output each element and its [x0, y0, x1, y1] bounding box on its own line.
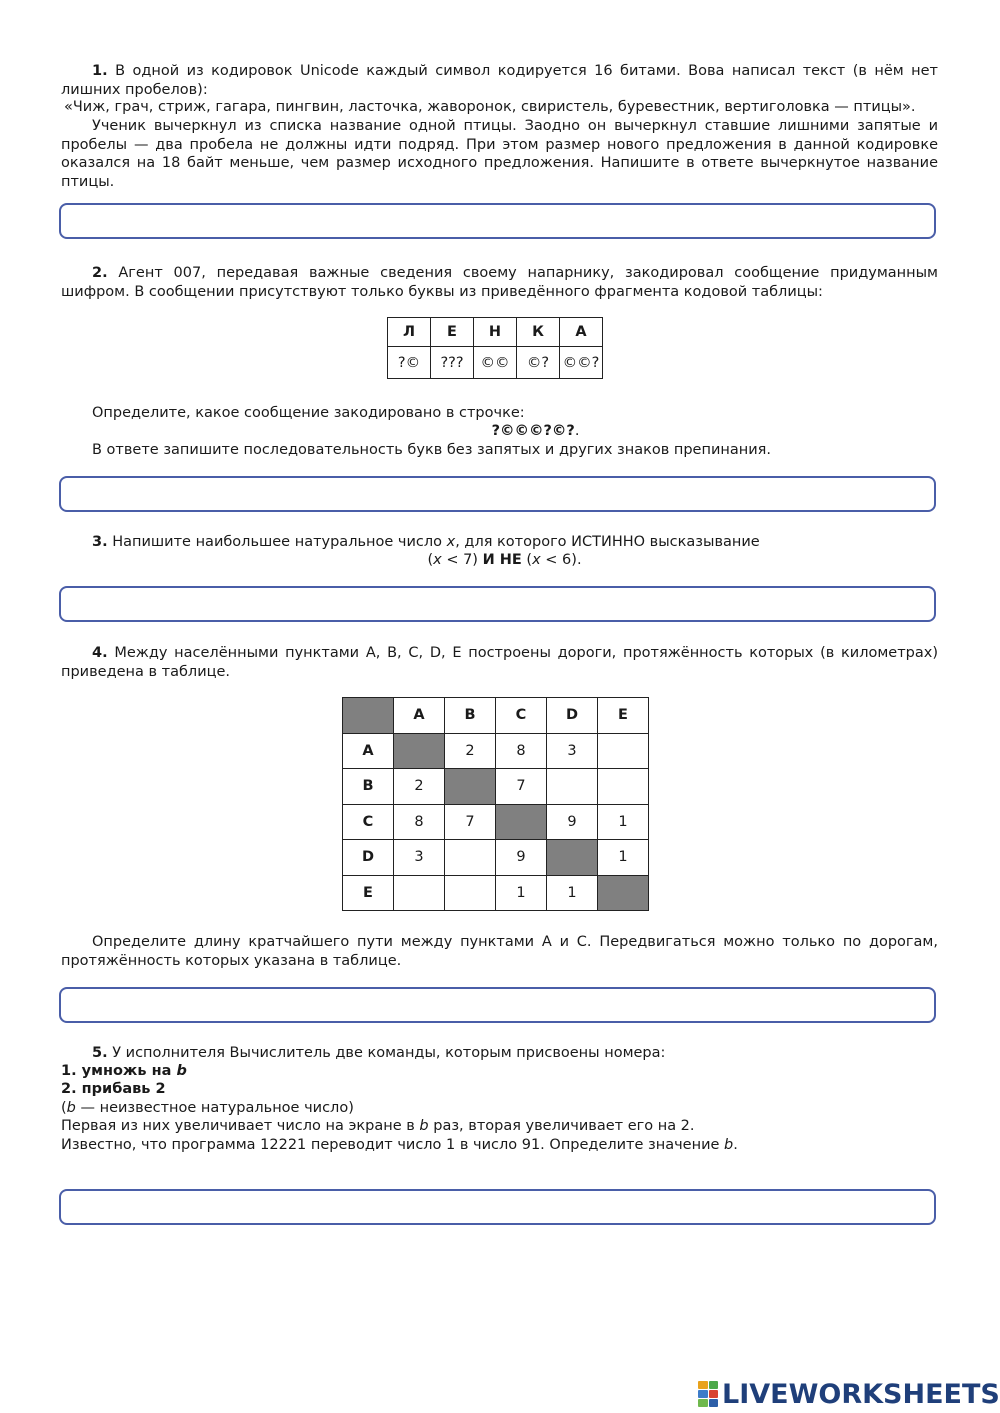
distance-cell: [445, 840, 496, 876]
task2-question: Определите, какое сообщение закодировано в строчке:: [92, 405, 525, 421]
task2-code-line: [97, 422, 974, 441]
task2-text: Агент 007, передавая важные сведения своему напарнику, закодировал сообщение придуманным шифром. В сообщении присутствуют только буквы из приведённого фрагмента кодовой таблицы:: [61, 265, 938, 300]
distance-cell: 2: [394, 769, 445, 805]
distance-cell: 9: [496, 840, 547, 876]
task5-text: У исполнителя Вычислитель две команды, которым присвоены номера:: [112, 1045, 666, 1061]
distance-row: [343, 840, 649, 876]
distance-cell: [394, 875, 445, 911]
expr-open: (: [427, 552, 434, 568]
expr-open2: (: [521, 552, 533, 568]
col-header: C: [496, 698, 547, 734]
p2-var: b: [419, 1118, 429, 1134]
diagonal-cell: [394, 733, 445, 769]
diagonal-cell: [445, 769, 496, 805]
distance-cell: 7: [445, 804, 496, 840]
p3-b: .: [733, 1137, 738, 1153]
task4-number: 4.: [92, 645, 108, 661]
note-open: (: [61, 1100, 67, 1116]
code-value: ?©: [388, 347, 431, 379]
code-table-letters: [388, 318, 603, 347]
code-letter: Н: [474, 318, 517, 347]
task2-instruction: В ответе запишите последовательность букв без запятых и других знаков препинания.: [92, 442, 771, 458]
logo-icon: [698, 1381, 718, 1407]
corner-cell: [343, 698, 394, 734]
distance-row: [343, 804, 649, 840]
p2-a: Первая из них увеличивает число на экране в: [61, 1118, 420, 1134]
task2-answer-field[interactable]: [59, 476, 936, 512]
row-header: C: [343, 804, 394, 840]
task1-condition: Ученик вычеркнул из списка название одной птицы. Заодно он вычеркнул ставшие лишними запятые и пробелы — два пробела не должны идти подряд. При этом размер нового предложения в данной кодировке оказался на 18 байт меньше, чем размер исходного предложения. Напишите в ответе вычеркнутое название птицы.: [61, 118, 938, 190]
row-header: A: [343, 733, 394, 769]
distance-cell: 7: [496, 769, 547, 805]
task5-number: 5.: [92, 1045, 108, 1061]
code-table: [387, 317, 603, 379]
col-header: A: [394, 698, 445, 734]
task1-intro: [61, 62, 938, 99]
task3-var: x: [446, 534, 456, 550]
expr-lt7: < 7): [441, 552, 483, 568]
task2-code-end: .: [574, 423, 580, 439]
task5-answer-field[interactable]: [59, 1189, 936, 1225]
distance-row: [343, 769, 649, 805]
task4-question: Определите длину кратчайшего пути между пунктами A и C. Передвигаться можно только по дорогам, протяжённость которых указана в таблице.: [61, 934, 938, 969]
note-rest: — неизвестное натуральное число): [75, 1100, 354, 1116]
distance-cell: 1: [598, 840, 649, 876]
p2-b: раз, вторая увеличивает его на 2.: [428, 1118, 695, 1134]
code-value: ©©: [474, 347, 517, 379]
code-letter: А: [560, 318, 603, 347]
distance-table: [342, 697, 649, 911]
distance-cell: 1: [598, 804, 649, 840]
task3-text-a: Напишите наибольшее натуральное число: [112, 534, 447, 550]
task3-number: 3.: [92, 534, 108, 550]
task1-answer-field[interactable]: [59, 203, 936, 239]
code-letter: Л: [388, 318, 431, 347]
task5-command-1: [61, 1062, 938, 1081]
col-header: D: [547, 698, 598, 734]
distance-cell: 9: [547, 804, 598, 840]
task1-number: 1.: [92, 63, 108, 79]
distance-cell: [445, 875, 496, 911]
diagonal-cell: [598, 875, 649, 911]
code-value: ©©?: [560, 347, 603, 379]
distance-cell: 8: [394, 804, 445, 840]
p3-a: Известно, что программа 12221 переводит число 1 в число 91. Определите значение: [61, 1137, 725, 1153]
distance-cell: [598, 769, 649, 805]
distance-cell: 1: [547, 875, 598, 911]
task3-expression: [66, 551, 943, 570]
diagonal-cell: [547, 840, 598, 876]
distance-header-row: [343, 698, 649, 734]
distance-cell: [547, 769, 598, 805]
task3-text-b: , для которого ИСТИННО высказывание: [455, 534, 760, 550]
task5-note: [61, 1099, 938, 1118]
col-header: B: [445, 698, 496, 734]
cmd1-label: 1. умножь на: [61, 1063, 177, 1079]
distance-cell: 3: [547, 733, 598, 769]
liveworksheets-logo: [698, 1378, 1000, 1410]
task5-line-3: [61, 1136, 938, 1155]
task3-answer-field[interactable]: [59, 586, 936, 622]
logo-text: LIVEWORKSHEETS: [722, 1378, 1000, 1410]
task4-intro: [61, 644, 938, 681]
row-header: D: [343, 840, 394, 876]
code-value: ©?: [517, 347, 560, 379]
task2-code: ?©©©?©?: [491, 423, 575, 439]
code-letter: Е: [431, 318, 474, 347]
cmd2-label: 2. прибавь 2: [61, 1081, 166, 1097]
code-value: ???: [431, 347, 474, 379]
cmd1-var: b: [176, 1063, 187, 1079]
code-table-codes: [388, 347, 603, 379]
distance-row: [343, 875, 649, 911]
code-letter: К: [517, 318, 560, 347]
task4-answer-field[interactable]: [59, 987, 936, 1023]
expr-lt6: < 6).: [540, 552, 582, 568]
row-header: B: [343, 769, 394, 805]
task5-intro: [61, 1044, 938, 1063]
expr-var2: x: [532, 552, 541, 568]
task4-text: Между населёнными пунктами A, B, C, D, E построены дороги, протяжённость которых (в километрах) приведена в таблице.: [61, 645, 939, 680]
p3-var: b: [724, 1137, 734, 1153]
expr-and: И НЕ: [482, 552, 522, 568]
task5-line-2: [61, 1117, 938, 1136]
task3-intro: [61, 533, 938, 552]
row-header: E: [343, 875, 394, 911]
task2-intro: [61, 264, 938, 301]
note-var: b: [66, 1100, 76, 1116]
distance-cell: 1: [496, 875, 547, 911]
distance-row: [343, 733, 649, 769]
distance-cell: 2: [445, 733, 496, 769]
task5-command-2: [61, 1080, 938, 1099]
task2-number: 2.: [92, 265, 108, 281]
distance-cell: [598, 733, 649, 769]
expr-var: x: [433, 552, 442, 568]
distance-cell: 8: [496, 733, 547, 769]
diagonal-cell: [496, 804, 547, 840]
task1-text: В одной из кодировок Unicode каждый символ кодируется 16 битами. Вова написал текст (в нём нет лишних пробелов):: [61, 63, 938, 98]
distance-cell: 3: [394, 840, 445, 876]
col-header: E: [598, 698, 649, 734]
task1-quote: «Чиж, грач, стриж, гагара, пингвин, ласточка, жаворонок, свиристель, буревестник, вертиголовка — птицы».: [64, 99, 916, 115]
